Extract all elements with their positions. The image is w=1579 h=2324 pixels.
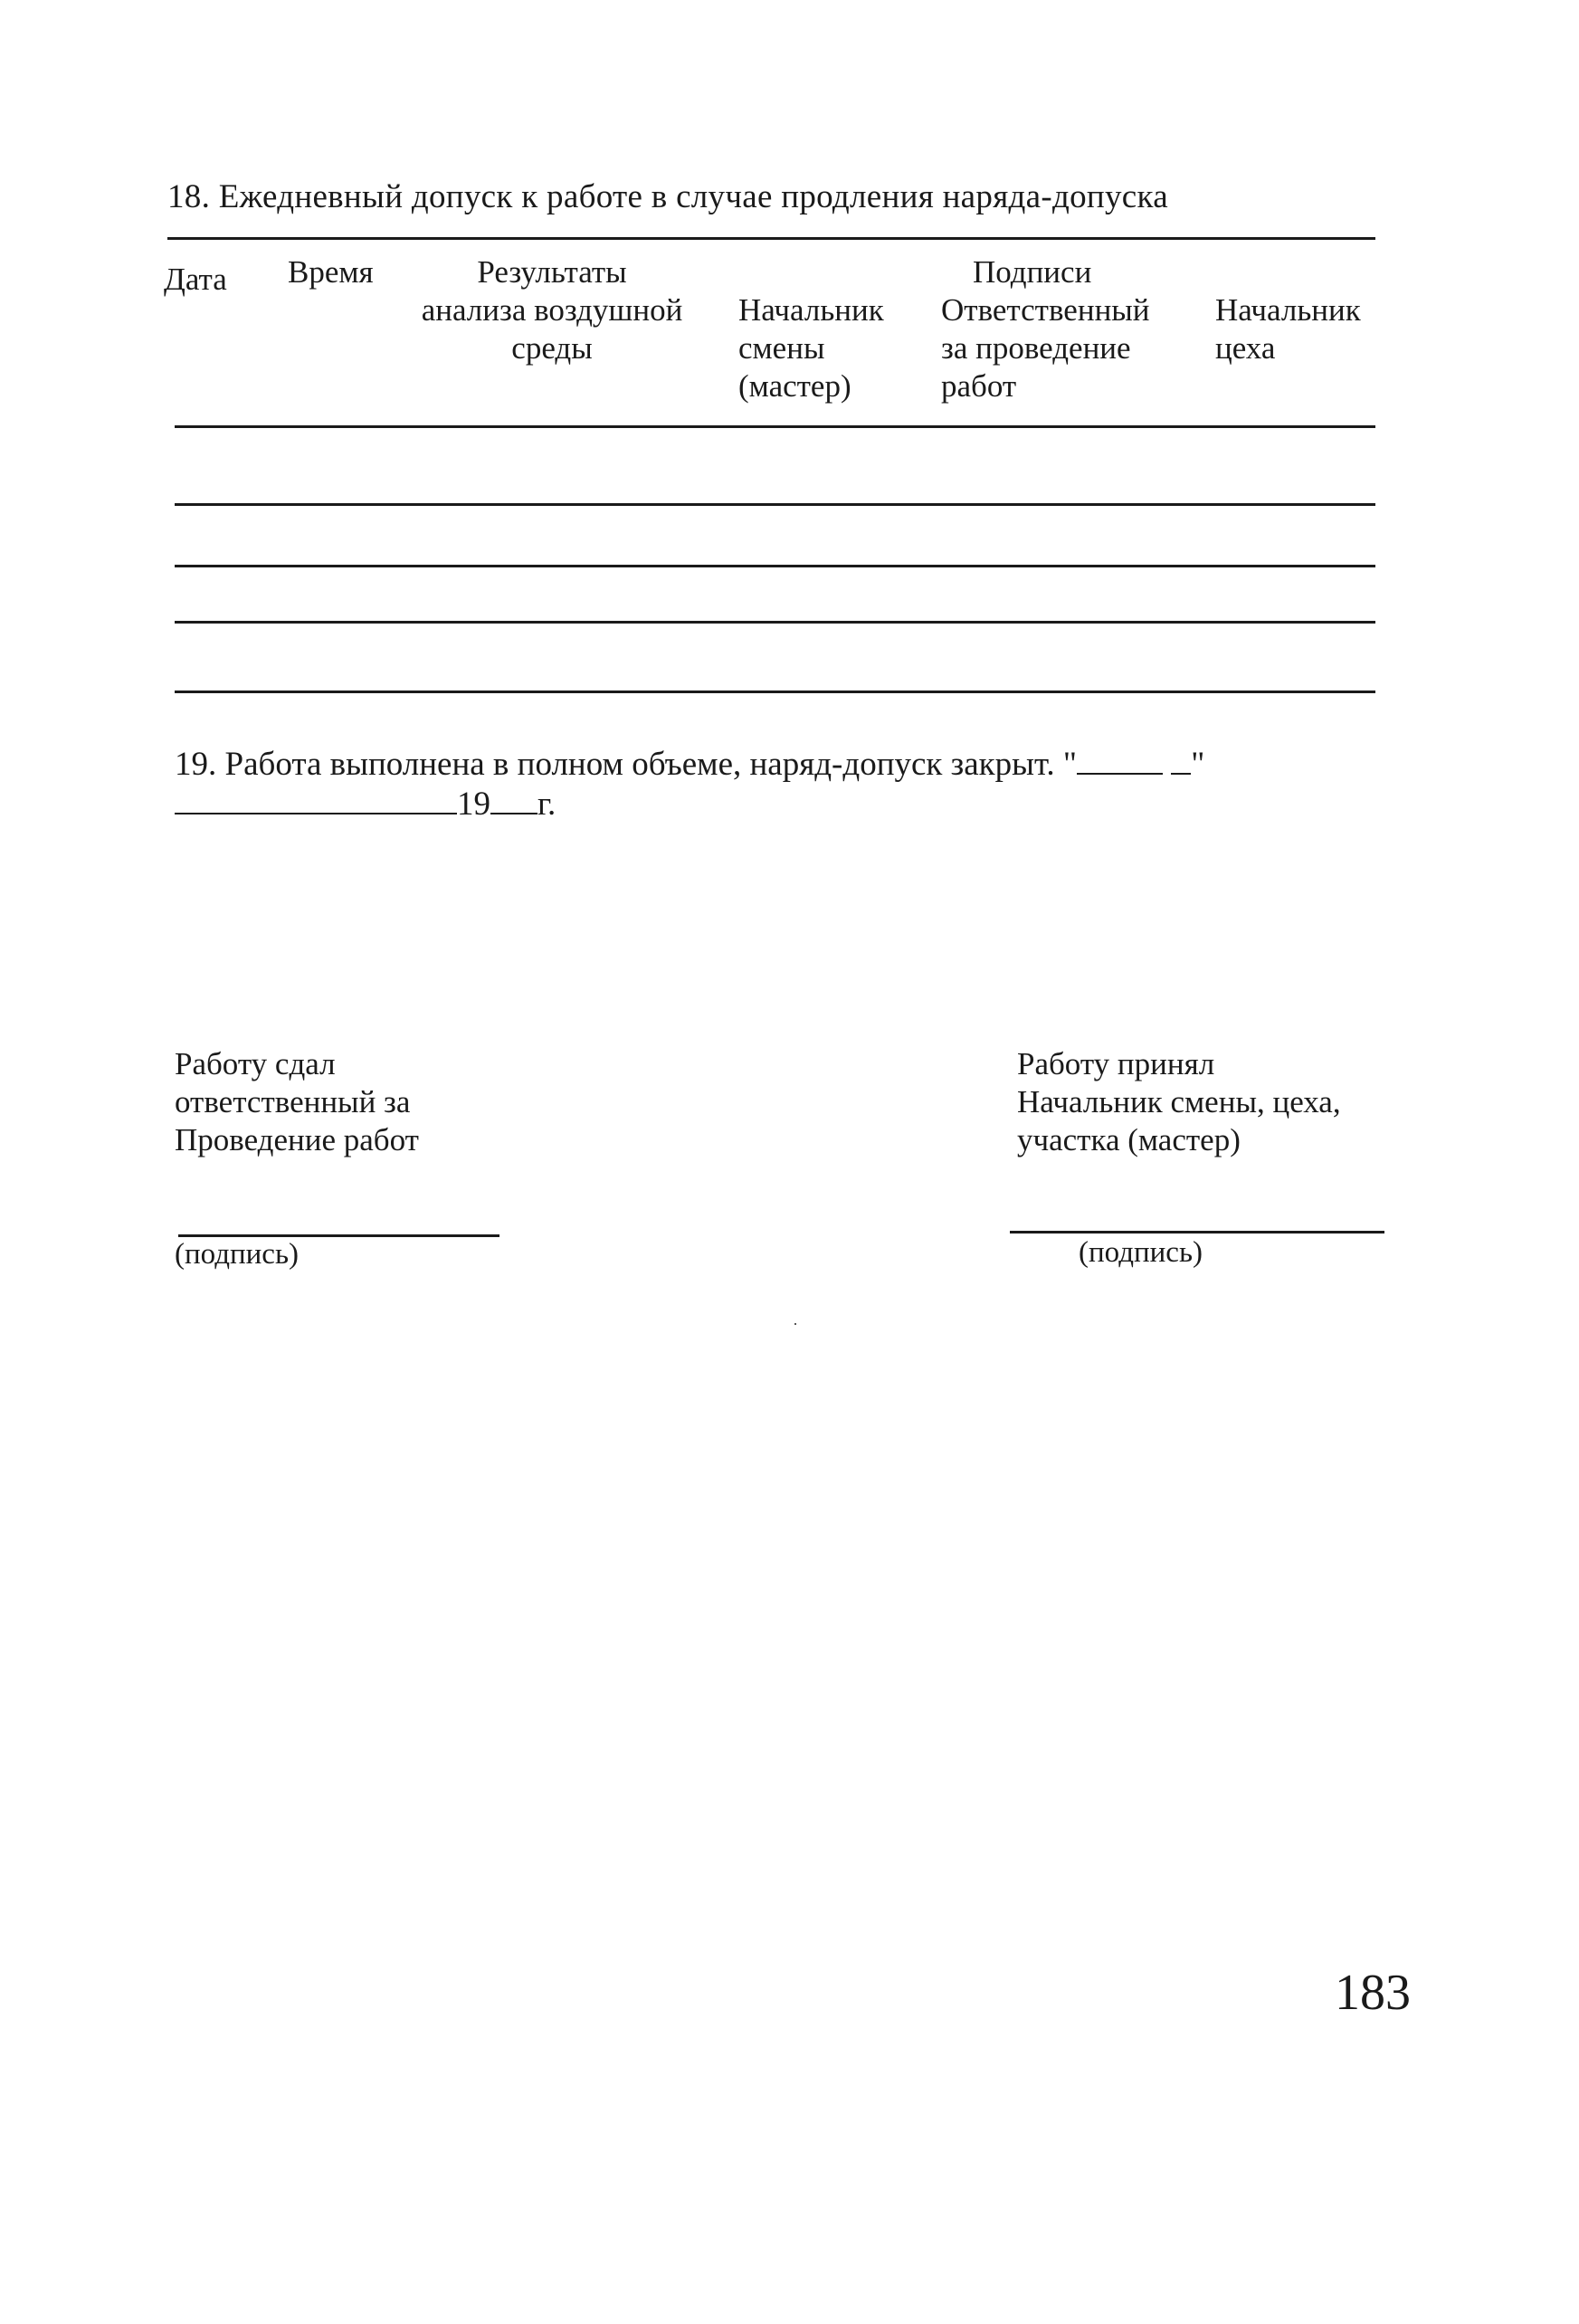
handed-over-line-1: Работу сдал xyxy=(175,1046,336,1081)
page-number: 183 xyxy=(1335,1965,1411,2021)
col-header-responsible xyxy=(941,291,1150,405)
col-header-time: Время xyxy=(288,254,374,290)
col-header-shop-chief-line-2: цеха xyxy=(1215,330,1276,366)
right-signature-line xyxy=(1010,1231,1384,1233)
table-row-rule xyxy=(175,621,1375,624)
year-suffix: г. xyxy=(537,786,556,823)
left-signature-line xyxy=(178,1234,499,1237)
accepted-block xyxy=(1017,1045,1341,1159)
col-header-shift-chief-line-2: смены xyxy=(738,330,825,366)
col-header-results xyxy=(398,253,706,367)
col-header-responsible-line-3: работ xyxy=(941,368,1017,404)
month-blank xyxy=(175,786,457,814)
section-19-statement xyxy=(175,745,1204,784)
section-19-date-line xyxy=(175,785,556,824)
scan-speck xyxy=(794,1323,796,1325)
right-signature-caption: (подпись) xyxy=(1079,1236,1203,1269)
col-header-date: Дата xyxy=(164,262,227,297)
table-row-rule xyxy=(175,565,1375,567)
table-top-rule xyxy=(167,237,1375,240)
accepted-line-2: Начальник смены, цеха, xyxy=(1017,1084,1341,1119)
section-18-title: 18. Ежедневный допуск к работе в случае продления наряда-допуска xyxy=(167,178,1168,215)
handed-over-block xyxy=(175,1045,419,1159)
col-header-results-line-1: Результаты xyxy=(477,254,627,290)
col-header-responsible-line-2: за проведение xyxy=(941,330,1131,366)
table-row-rule xyxy=(175,425,1375,428)
section-19-text: 19. Работа выполнена в полном объеме, наряд-допуск закрыт. " xyxy=(175,746,1078,783)
handed-over-line-2: ответственный за xyxy=(175,1084,411,1119)
day-blank xyxy=(1077,746,1163,775)
year-blank xyxy=(490,786,537,814)
col-header-results-line-2: анализа воздушной xyxy=(421,292,683,328)
col-header-shift-chief-line-3: (мастер) xyxy=(738,368,851,404)
col-header-responsible-line-1: Ответственный xyxy=(941,292,1150,328)
col-header-shift-chief xyxy=(738,291,884,405)
col-header-results-line-3: среды xyxy=(511,330,593,366)
left-signature-caption: (подпись) xyxy=(175,1238,299,1271)
section-19-quote-close: " xyxy=(1191,746,1205,783)
table-row-rule xyxy=(175,503,1375,506)
table-row-rule xyxy=(175,691,1375,693)
day-blank-2 xyxy=(1171,746,1191,775)
col-header-signatures: Подписи xyxy=(973,254,1092,290)
handed-over-line-3: Проведение работ xyxy=(175,1122,419,1157)
col-header-shop-chief xyxy=(1215,291,1361,367)
year-prefix: 19 xyxy=(457,786,490,823)
col-header-shop-chief-line-1: Начальник xyxy=(1215,292,1361,328)
col-header-shift-chief-line-1: Начальник xyxy=(738,292,884,328)
accepted-line-1: Работу принял xyxy=(1017,1046,1215,1081)
accepted-line-3: участка (мастер) xyxy=(1017,1122,1241,1157)
